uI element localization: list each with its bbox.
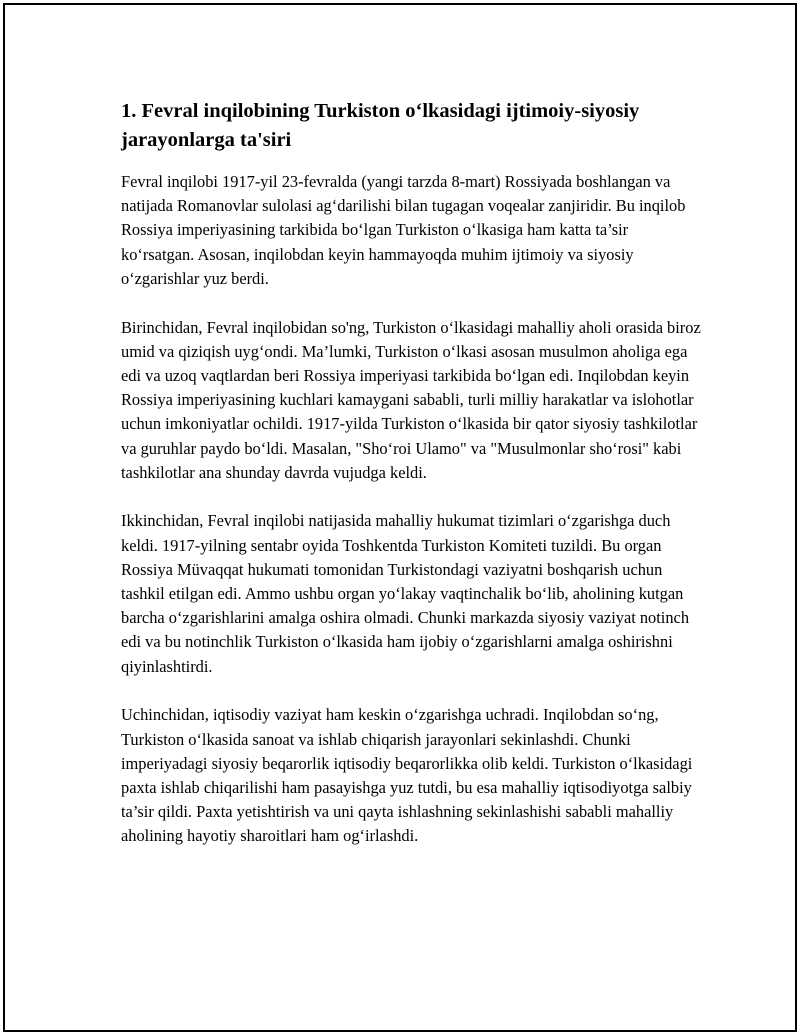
paragraph-second: Ikkinchidan, Fevral inqilobi natijasida mahalliy hukumat tizimlari o‘zgarishga duch keldi. 1917-yilning sentabr oyida Toshkentda Turkiston Komiteti tuzildi. Bu organ Rossiya Müvaqqat hukumati tomonidan Turkistondagi vaziyatni boshqarish uchun tashkil etilgan edi. Ammo ushbu organ yo‘lakay vaqtinchalik bo‘lib, aholining kutgan barcha o‘zgarishlarini amalga oshira olmadi. Chunki markazda siyosiy vaziyat notinch edi va bu notinchlik Turkiston o‘lkasida ham ijobiy o‘zgarishlarni amalga oshirishni qiyinlashtirdi.	[121, 511, 690, 676]
paragraph-third: Uchinchidan, iqtisodiy vaziyat ham keskin o‘zgarishga uchradi. Inqilobdan so‘ng, Turkiston o‘lkasida sanoat va ishlab chiqarish jarayonlari sekinlashdi. Chunki imperiyadagi siyosiy beqarorlik iqtisodiy beqarorlikka olib keldi. Turkiston o‘lkasidagi paxta ishlab chiqarilishi ham pasayishga yuz tutdi, bu esa mahalliy iqtisodiyotga salbiy ta’sir qildi. Paxta yetishtirish va uni qayta ishlashning sekinlashishi sababli mahalliy aholining hayotiy sharoitlari ham og‘irlashdi.	[121, 705, 693, 846]
document-body	[121, 97, 703, 873]
page-frame	[3, 3, 797, 1032]
paragraph-first: Birinchidan, Fevral inqilobidan so'ng, Turkiston o‘lkasidagi mahalliy aholi orasida biroz umid va qiziqish uyg‘ondi. Ma’lumki, Turkiston o‘lkasi asosan musulmon aholiga ega edi va uzoq vaqtlardan beri Rossiya imperiyasi tarkibida bo‘lgan edi. Inqilobdan keyin Rossiya imperiyasining kuchlari kamaygani sababli, turli milliy harakatlar va islohotlar uchun imkoniyatlar ochildi. 1917-yilda Turkiston o‘lkasida bir qator siyosiy tashkilotlar va guruhlar paydo bo‘ldi. Masalan, "Sho‘roi Ulamo" va "Musulmonlar sho‘rosi" kabi tashkilotlar ana shunday davrda vujudga keldi.	[121, 317, 701, 482]
section-heading: 1. Fevral inqilobining Turkiston o‘lkasidagi ijtimoiy-siyosiy jarayonlarga ta'siri	[121, 100, 640, 151]
paragraph-intro: Fevral inqilobi 1917-yil 23-fevralda (yangi tarzda 8-mart) Rossiyada boshlangan va natijada Romanovlar sulolasi ag‘darilishi bilan tugagan voqealar zanjiridir. Bu inqilob Rossiya imperiyasining tarkibida bo‘lgan Turkiston o‘lkasiga ham katta ta’sir ko‘rsatgan. Asosan, inqilobdan keyin hammayoqda muhim ijtimoiy va siyosiy o‘zgarishlar yuz berdi.	[121, 172, 686, 288]
